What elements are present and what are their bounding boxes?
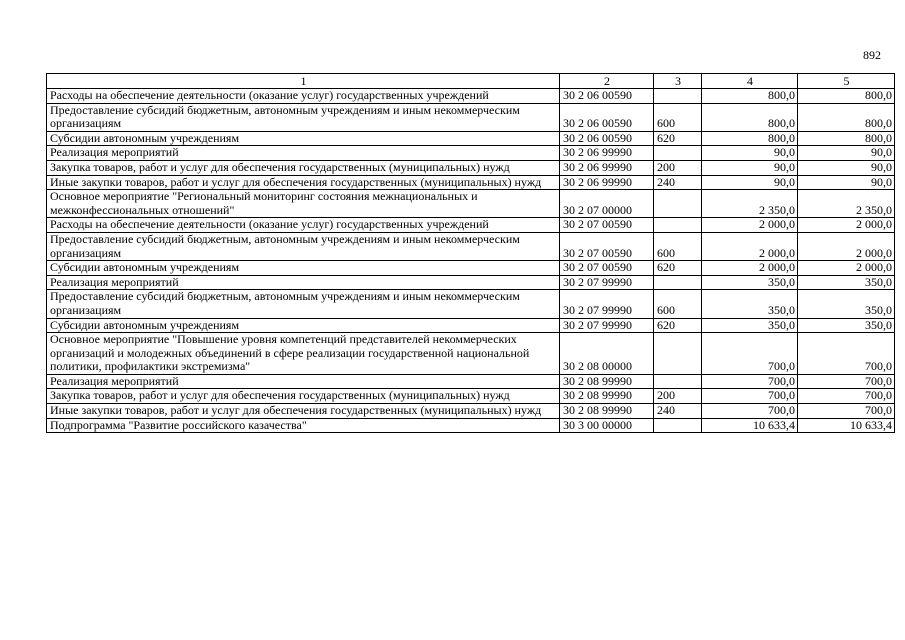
row-name: Предоставление субсидий бюджетным, автономным учреждениям и иным некоммерческим организациям	[47, 232, 560, 260]
row-name: Подпрограмма "Развитие российского казачества"	[47, 418, 560, 433]
row-code: 30 2 08 99990	[560, 404, 654, 419]
row-expense-type: 600	[654, 103, 702, 131]
row-name: Реализация мероприятий	[47, 146, 560, 161]
row-name: Закупка товаров, работ и услуг для обеспечения государственных (муниципальных) нужд	[47, 160, 560, 175]
row-amount-col4: 90,0	[702, 160, 798, 175]
row-name: Иные закупки товаров, работ и услуг для обеспечения государственных (муниципальных) нужд	[47, 175, 560, 190]
row-amount-col5: 2 000,0	[798, 232, 895, 260]
row-name: Субсидии автономным учреждениям	[47, 261, 560, 276]
row-name: Реализация мероприятий	[47, 275, 560, 290]
header-cell-1: 1	[47, 74, 560, 89]
row-name: Предоставление субсидий бюджетным, автономным учреждениям и иным некоммерческим организациям	[47, 290, 560, 318]
row-amount-col4: 90,0	[702, 175, 798, 190]
row-expense-type: 620	[654, 131, 702, 146]
table-row	[47, 146, 895, 161]
header-row	[47, 74, 895, 89]
row-name: Расходы на обеспечение деятельности (оказание услуг) государственных учреждений	[47, 89, 560, 104]
row-amount-col5: 350,0	[798, 290, 895, 318]
row-amount-col5: 350,0	[798, 318, 895, 333]
row-amount-col5: 700,0	[798, 389, 895, 404]
row-amount-col5: 700,0	[798, 333, 895, 375]
row-amount-col5: 700,0	[798, 404, 895, 419]
row-code: 30 2 08 99990	[560, 374, 654, 389]
row-amount-col5: 90,0	[798, 146, 895, 161]
row-expense-type: 600	[654, 290, 702, 318]
row-code: 30 2 08 99990	[560, 389, 654, 404]
row-expense-type: 620	[654, 318, 702, 333]
row-code: 30 3 00 00000	[560, 418, 654, 433]
row-code: 30 2 07 99990	[560, 275, 654, 290]
row-expense-type	[654, 418, 702, 433]
row-amount-col5: 90,0	[798, 160, 895, 175]
row-expense-type	[654, 89, 702, 104]
row-expense-type	[654, 275, 702, 290]
row-amount-col5: 350,0	[798, 275, 895, 290]
row-amount-col4: 2 000,0	[702, 261, 798, 276]
row-amount-col4: 2 000,0	[702, 232, 798, 260]
header-cell-2: 2	[560, 74, 654, 89]
row-amount-col4: 700,0	[702, 333, 798, 375]
row-amount-col4: 350,0	[702, 318, 798, 333]
row-amount-col4: 350,0	[702, 275, 798, 290]
row-amount-col5: 2 350,0	[798, 190, 895, 218]
row-expense-type: 620	[654, 261, 702, 276]
row-amount-col4: 90,0	[702, 146, 798, 161]
row-expense-type: 240	[654, 175, 702, 190]
row-amount-col4: 800,0	[702, 131, 798, 146]
row-amount-col5: 2 000,0	[798, 261, 895, 276]
table-row	[47, 218, 895, 233]
table-row	[47, 374, 895, 389]
row-code: 30 2 06 99990	[560, 146, 654, 161]
row-name: Субсидии автономным учреждениям	[47, 131, 560, 146]
header-cell-5: 5	[798, 74, 895, 89]
row-amount-col4: 700,0	[702, 374, 798, 389]
row-code: 30 2 07 00000	[560, 190, 654, 218]
row-expense-type	[654, 374, 702, 389]
row-expense-type: 600	[654, 232, 702, 260]
page-number: 892	[863, 48, 881, 62]
row-amount-col5: 10 633,4	[798, 418, 895, 433]
row-code: 30 2 06 00590	[560, 89, 654, 104]
row-amount-col5: 800,0	[798, 103, 895, 131]
table-row	[47, 131, 895, 146]
row-amount-col5: 90,0	[798, 175, 895, 190]
row-name: Субсидии автономным учреждениям	[47, 318, 560, 333]
row-amount-col5: 800,0	[798, 131, 895, 146]
row-code: 30 2 06 00590	[560, 103, 654, 131]
row-name: Закупка товаров, работ и услуг для обеспечения государственных (муниципальных) нужд	[47, 389, 560, 404]
row-name: Расходы на обеспечение деятельности (оказание услуг) государственных учреждений	[47, 218, 560, 233]
row-code: 30 2 06 99990	[560, 175, 654, 190]
table-row	[47, 261, 895, 276]
table-row	[47, 404, 895, 419]
row-name: Основное мероприятие "Региональный мониторинг состояния межнациональных и межконфессиональных отношений"	[47, 190, 560, 218]
row-code: 30 2 07 99990	[560, 318, 654, 333]
row-amount-col5: 800,0	[798, 89, 895, 104]
row-amount-col4: 2 000,0	[702, 218, 798, 233]
row-amount-col5: 2 000,0	[798, 218, 895, 233]
header-cell-3: 3	[654, 74, 702, 89]
row-name: Основное мероприятие "Повышение уровня компетенций представителей некоммерческих организаций и молодежных объединений в сфере реализации государственной национальной политики, профилактики экстремизма"	[47, 333, 560, 375]
row-code: 30 2 08 00000	[560, 333, 654, 375]
row-code: 30 2 07 99990	[560, 290, 654, 318]
row-expense-type: 240	[654, 404, 702, 419]
row-amount-col4: 700,0	[702, 389, 798, 404]
row-code: 30 2 07 00590	[560, 261, 654, 276]
row-amount-col4: 800,0	[702, 103, 798, 131]
table-row	[47, 232, 895, 260]
row-expense-type	[654, 333, 702, 375]
row-name: Иные закупки товаров, работ и услуг для обеспечения государственных (муниципальных) нужд	[47, 404, 560, 419]
table-row	[47, 333, 895, 375]
row-expense-type	[654, 146, 702, 161]
table-row	[47, 89, 895, 104]
table-row	[47, 190, 895, 218]
table-row	[47, 418, 895, 433]
table-body	[47, 89, 895, 433]
row-code: 30 2 06 00590	[560, 131, 654, 146]
row-code: 30 2 06 99990	[560, 160, 654, 175]
row-expense-type: 200	[654, 160, 702, 175]
table-row	[47, 103, 895, 131]
row-expense-type	[654, 190, 702, 218]
table-row	[47, 175, 895, 190]
budget-table	[46, 73, 895, 433]
table-row	[47, 275, 895, 290]
row-name: Предоставление субсидий бюджетным, автономным учреждениям и иным некоммерческим организациям	[47, 103, 560, 131]
row-amount-col4: 700,0	[702, 404, 798, 419]
row-amount-col4: 2 350,0	[702, 190, 798, 218]
row-expense-type	[654, 218, 702, 233]
row-amount-col4: 10 633,4	[702, 418, 798, 433]
row-code: 30 2 07 00590	[560, 232, 654, 260]
table-row	[47, 318, 895, 333]
row-name: Реализация мероприятий	[47, 374, 560, 389]
row-amount-col4: 350,0	[702, 290, 798, 318]
table-row	[47, 290, 895, 318]
row-amount-col4: 800,0	[702, 89, 798, 104]
table-row	[47, 160, 895, 175]
row-amount-col5: 700,0	[798, 374, 895, 389]
row-expense-type: 200	[654, 389, 702, 404]
row-code: 30 2 07 00590	[560, 218, 654, 233]
header-cell-4: 4	[702, 74, 798, 89]
table-row	[47, 389, 895, 404]
